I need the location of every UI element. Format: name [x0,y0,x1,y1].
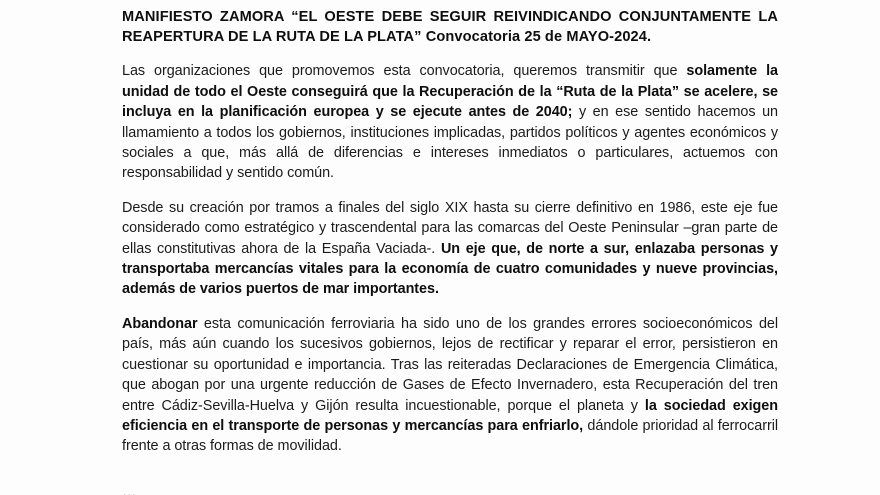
paragraph-1-run-3: y en ese sentido hacemos un llamamiento a todos los gobiernos, instituciones implicadas, partidos políticos y agentes económicos y sociales a que, más allá de diferencias e intereses inmediatos o particulares, actuemos con responsabilidad y sentido común. [122,104,778,182]
document-text-column [122,7,778,471]
paragraph-3-run-2: esta comunicación ferroviaria ha sido uno de los grandes errores socioeconómicos del país, más aún cuando los sucesivos gobiernos, lejos de rectificar y reparar el error, persistieron en cuestionar su oportunidad e importancia. Tras las reiteradas Declaraciones de Emergencia Climática, que abogan por una urgente reducción de Gases de Efecto Invernadero, esta Recuperación del tren entre Cádiz-Sevilla-Huelva y Gijón resulta incuestionable, porque el planeta y [122,315,778,414]
paragraph-2-run-2: Un eje que, de norte a sur, enlazaba personas y transportaba mercancías vitales para la economía de cuatro comunidades y nueve provincias, además de varios puertos de mar importantes. [122,240,778,298]
clipped-bottom-line [122,482,778,495]
paragraph-2-run-1: Desde su creación por tramos a finales del siglo XIX hasta su cierre definitivo en 1986, este eje fue considerado como estratégico y trascendental para las comarcas del Oeste Peninsular –gran parte de ellas constitutivas ahora de la España Vaciada-. [122,199,778,257]
paragraph-3-run-4: dándole prioridad al ferrocarril frente a otras formas de movilidad. [122,417,778,455]
paragraph-3-run-1: Abandonar [122,315,198,332]
paragraph-3 [122,314,778,457]
clipped-bottom-line-text: … [122,484,137,495]
document-heading [122,7,778,47]
paragraph-1 [122,61,778,183]
paragraph-1-run-1: Las organizaciones que promovemos esta convocatoria, queremos transmitir que [122,63,687,80]
paragraph-3-run-3: la sociedad exigen eficiencia en el transporte de personas y mercancías para enfriarlo, [122,397,778,434]
heading-text: MANIFIESTO ZAMORA “EL OESTE DEBE SEGUIR REIVINDICANDO CONJUNTAMENTE LA REAPERTURA DE LA RUTA DE LA PLATA” Convocatoria 25 de MAYO-2024. [122,9,778,46]
paragraph-2 [122,198,778,300]
paragraph-1-run-2: solamente la unidad de todo el Oeste conseguirá que la Recuperación de la “Ruta de la Plata” se acelere, se incluya en la planificación europea y se ejecute antes de 2040; [122,63,778,121]
